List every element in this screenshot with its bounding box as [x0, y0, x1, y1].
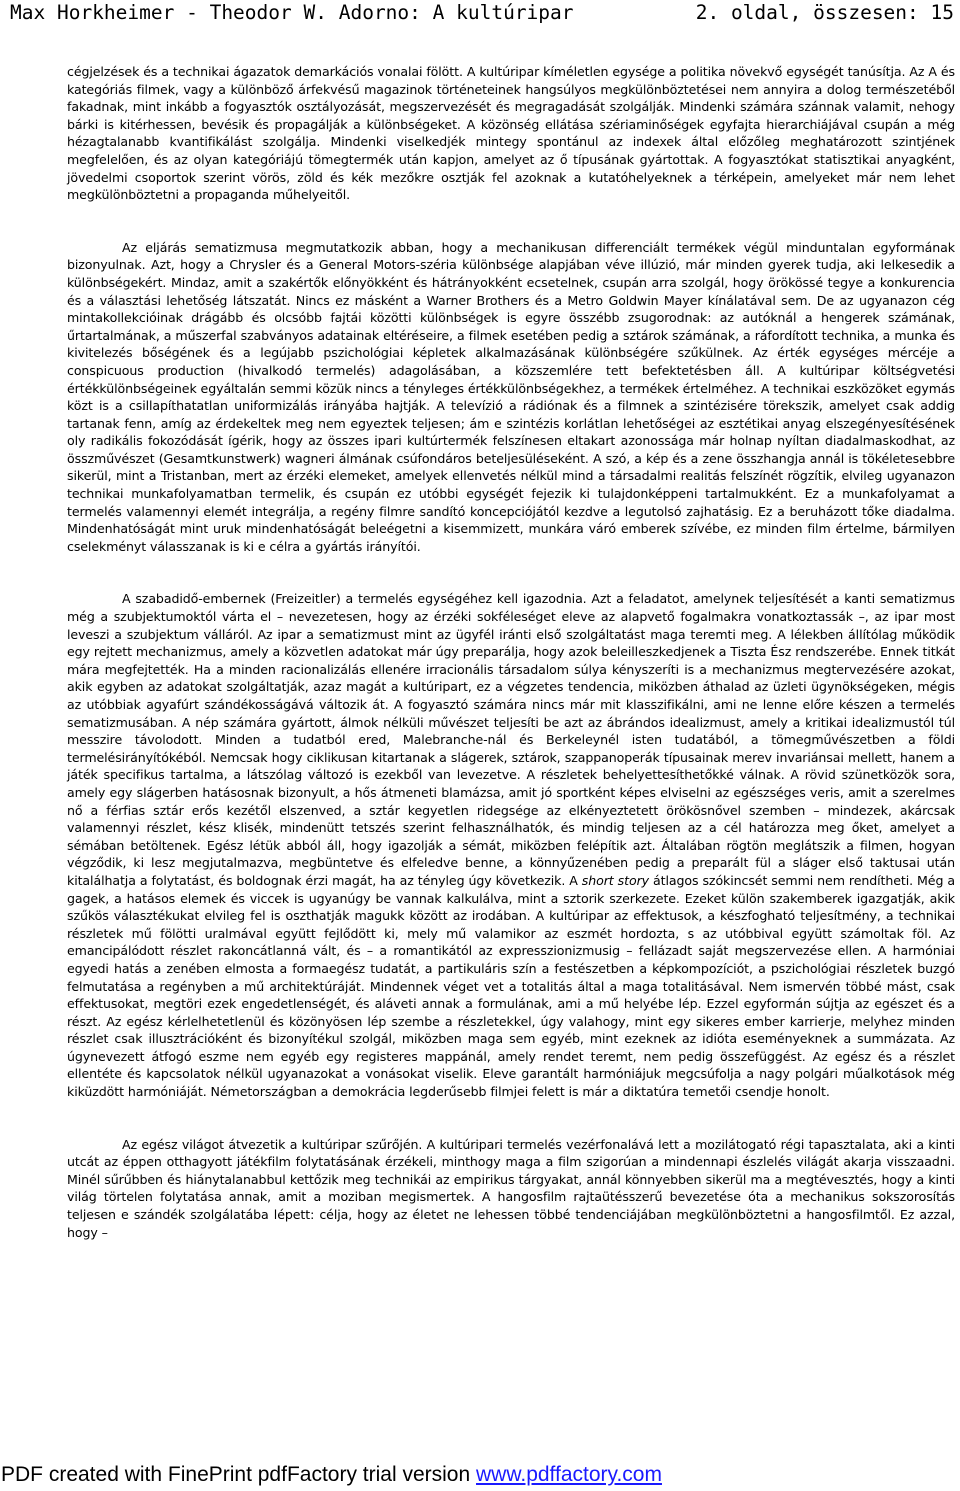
pdf-notice — [0, 1462, 960, 1488]
pdffactory-link[interactable]: www.pdffactory.com — [476, 1463, 662, 1486]
emphasis-short-story: short story — [581, 872, 649, 888]
page-number: 2. oldal, összesen: 15 — [695, 1, 954, 24]
paragraph-4: Az egész világot átvezetik a kultúripar szűrőjén. A kultúripari termelés vezérfonalává lett a mozilátogató régi tapasztalata, aki a kinti utcát az éppen otthagyott játékfilm folytatásának érzékeli, minthogy maga a film szigorúan a mindennapi észlelés világát akarja visszaadni. Minél sűrűbben és hiánytalanabbul kettőzik meg technikái az empirikus tárgyakat, annál könnyebben sikerül ma a megtévesztés, hogy a kinti világ törtelen folytatása annak, amit a moziban megismertek. A hangosfilm rajtaütésszerű bevezetése óta a mechanikus sokszorosítás teljesen e szándék szolgálatába lépett: célja, hogy az életet ne lehessen többé tendenciájában megkülönböztetni a hangosfilmtől. Ez azzal, hogy – — [67, 1136, 955, 1240]
document-title: Max Horkheimer - Theodor W. Adorno: A kultúripar — [10, 1, 574, 24]
pdf-notice-text: PDF created with FinePrint pdfFactory trial version — [1, 1463, 477, 1486]
paragraph-2: Az eljárás sematizmusa megmutatkozik abban, hogy a mechanikusan differenciált termékek végül minduntalan egyformának bizonyulnak. Azt, hogy a Chrysler és a General Motors-széria különbsége alapjában véve illúzió, már minden gyerek tudja, aki lelkesedik a különbségekért. Mindaz, amit a szakértők előnyökként és hátrányokként ecsetelnek, csupán arra szolgál, hogy örökössé tegye a konkurencia és a választási lehetőség látszatát. Nincs ez másként a Warner Brothers és a Metro Goldwin Mayer kínálatával sem. De az ugyanazon cég mintakollekcióinak drágább és olcsóbb fajtái közötti különbségek is egyre összébb zsugorodnak: az autóknál a hengerek számának, űrtartalmának, a műszerfal szabványos adatainak eltéréseire, a filmek esetében pedig a sztárok számának, a ráfordított technika, a munka és kivitelezés bőségének és a legújabb pszichológiai képletek alkalmazásának különbségére szűkülnek. Az érték egységes mércéje a conspicuous production (hivalkodó termelés) adagolásában, a közszemlére tett befektetésben áll. A kultúripar költségvetési értékkülönbségeinek egyáltalán semmi közük nincs a tényleges értékkülönbségekhez, a termékek értelméhez. A technikai eszközöket egymás közt is a csillapíthatatlan uniformizálás irányába hajtják. A televízió a rádiónak és a filmnek a szintézisére törekszik, amelyet csak addig tartanak fenn, amíg az érdekeltek meg nem egyeztek teljesen; ám e szintézis korlátlan lehetőségei az esztétikai anyag elszegényesítésének oly radikális fokozódását ígérik, hogy az összes ipari kultúrtermék felszínesen eltakart azonossága már holnap nyíltan diadalmaskodhat, az összművészet (Gesamtkunstwerk) wagneri álmának csúfondáros beteljesüléseként. A szó, a kép és a zene összhangja annál is tökéletesebbre sikerül, mint a Tristanban, mert az érzéki elemeket, amelyek ellenvetés nélkül mind a társadalmi realitás felszínét rögzítik, elvileg ugyanazon technikai munkafolyamatban termelik, és csupán ez utóbbi egységét fejezik ki tulajdonképpeni tartalmukként. Ez a munkafolyamat a termelés valamennyi elemét integrálja, a regény filmre sandító koncepciójától kezdve a legutolsó zajhatásig. Ez a beruházott tőke diadalma. Mindenhatóságát mint uruk mindenhatóságát beleégetni a kisemmizett, munkára váró emberek szívébe, ez minden film értelme, bármilyen cselekményt válasszanak is ki e célra a gyártás irányítói. — [67, 239, 955, 554]
document-body — [67, 63, 955, 1241]
paragraph-3-part-b: átlagos szókincsét semmi nem rendítheti. Még a gagek, a hatásos elemek és viccek is ugyanúgy be vannak kalkulálva, mint a sztorik szerkezete. Ezeket külön szakemberek igazgatják, akik szűkös választékukat elvileg fel is oszthatják magukk között az irodában. A kultúripar az effektusok, a készfogható teljesítmény, a technikai részletek mű fölötti uralmával együtt fejlődött ki, mely mű valamikor az eszmét hordozta, s az utóbbival együtt számoltak föl. Az emancipálódott részlet rakoncátlanná vált, és – a romantikától az expresszionizmusig – fellázadt saját megszervezése ellen. A harmóniai egyedi hatás a zenében elmosta a formaegész tudatát, a partikuláris szín a festészetben a képkompozíciót, a pszichológiai részletek buzgó felmutatása a regényben a mű architektúráját. Mindennek véget vet a totalitás által a maga totalitásával. Nem ismervén többé mást, csak effektusokat, megtöri ezek engedetlenségét, és aláveti annak a formulának, ami a mű helyébe lép. Ezzel egyformán sújtja az egészet és a részt. Az egész kérlelhetetlenül és közönyösen lép szembe a részletekkel, úgy valahogy, mint egy sikeres ember karrierje, melyhez minden részlet csak illusztrációként és bizonyítékul szolgál, miközben maga sem egyéb, mint ezeknek az idióta eseményeknek a summázata. Az úgynevezett átfogó eszme nem egyéb egy registeres mappánál, amely rendet teremt, nem pedig összefüggést. Az egész és a részlet ellentéte és kapcsolatok nélkül ugyanazokat a vonásokat viselik. Eleve garantált harmóniájuk megcsúfolja a nagy polgári műalkotások még kiküzdött harmóniáját. Németországban a demokrácia legderűsebb filmjei felett is már a diktatúra temetői csendje honolt. — [67, 872, 955, 1100]
paragraph-1: cégjelzések és a technikai ágazatok demarkációs vonalai fölött. A kultúripar kíméletlen egysége a politika növekvő egységét tanúsítja. Az A és kategóriás filmek, vagy a különböző árfekvésű magazinok történeteinek hangsúlyos megkülönböztetései nem annyira a dolog természetéből fakadnak, mint inkább a fogyasztók osztályozását, megszervezését és megragadását szolgálják. Mindenki számára szánnak valamit, nehogy bárki is kitérhessen, bevésik és propagálják a különbségeket. A közönség ellátása szériaminőségek egyfajta hierarchiájával csupán a még hézagtalanabb kvantifikálást szolgálja. Mindenki viselkedjék mintegy spontánul az indexek által előzőleg meghatározott szintjének megfelelően, és az olyan kategóriájú tömegtermék után kapjon, amelyet az ő típusának gyártottak. A fogyasztókat statisztikai anyagként, jövedelmi csoportok szerint vörös, zöld és kék mezőkre osztják fel azoknak a kutatóhelyeknek a térképein, amelyeket már nem lehet megkülönböztetni a propaganda műhelyeitől. — [67, 64, 955, 203]
page-header — [0, 0, 960, 40]
paragraph-3-part-a: A szabadidő-embernek (Freizeitler) a termelés egységéhez kell igazodnia. Azt a feladatot, amelynek teljesítését a kanti sematizmus még a szubjektumoktól várta el – nevezetesen, hogy az érzéki sokféleséget eleve az alapvető fogalmakra vonatkoztassák –, az ipar most leveszi a szubjektum válláról. Az ipar a sematizmust mint az ügyfél iránti első szolgáltatást maga teremti meg. A lélekben állítólag működik egy rejtett mechanizmus, amely a közvetlen adatokat már úgy preparálja, hogy azok beleilleszkedjenek a Tiszta Ész rendszerébe. Ennek titkát mára megfejtették. Ha a minden racionalizálás ellenére irracionális társadalom súlya kényszeríti is a mechanizmus megtervezésére azokat, akik egyben az adatokat szolgáltatják, azaz magát a kultúripart, ez a végzetes tendencia, miközben áthalad az üzleti ügynökségeken, mégis az utóbbiak agyafúrt szándékosságává változik át. A fogyasztó számára nincs már mit klasszifikálni, ami ne lenne előre készen a termelés sematizmusában. A nép számára gyártott, álmok nélküli művészet teljesíti be azt az ábrándos idealizmust, amely a kritikai idealizmustól túl messzire távolodott. Minden a tudatból ered, Malebranche-nál és Berkeleynél isten tudatából, a tömegművészetben a földi termelésirányítókéból. Nemcsak hogy ciklikusan kitartanak a slágerek, sztárok, szappanoperák típusainak merev invariánsai mellett, hanem a játék specifikus tartalma, a látszólag változó is ezekből van levezetve. A részletek behelyettesíthetőkké válnak. A rövid szünetközök sora, amely egy slágerben hatásosnak bizonyult, a hős átmeneti blamázsa, amit jó sportként képes elviselni az egészséges veris, amit a szerelmes nő a férfias sztár erős kezétől elszenved, a sztár kegyetlen ridegsége az elkényeztetett örökösnővel szemben – mindezek, akárcsak valamennyi részlet, kész klisék, mindenütt tetszés szerint felhasználhatók, és mindig teljesen az a cél határozza meg őket, amelyet a sémában betöltenek. Egész létük abból áll, hogy igazolják a sémát, miközben felépítik azt. Általában rögtön meglátszik a filmen, hogyan végződik, ki lesz megjutalmazva, megbüntetve és elfeledve benne, a könnyűzenében pedig a preparált fül a sláger első taktusai után kitalálhatja a folytatást, és boldognak érzi magát, ha az tényleg úgy következik. A — [67, 591, 955, 888]
paragraph-3 — [67, 590, 955, 1100]
